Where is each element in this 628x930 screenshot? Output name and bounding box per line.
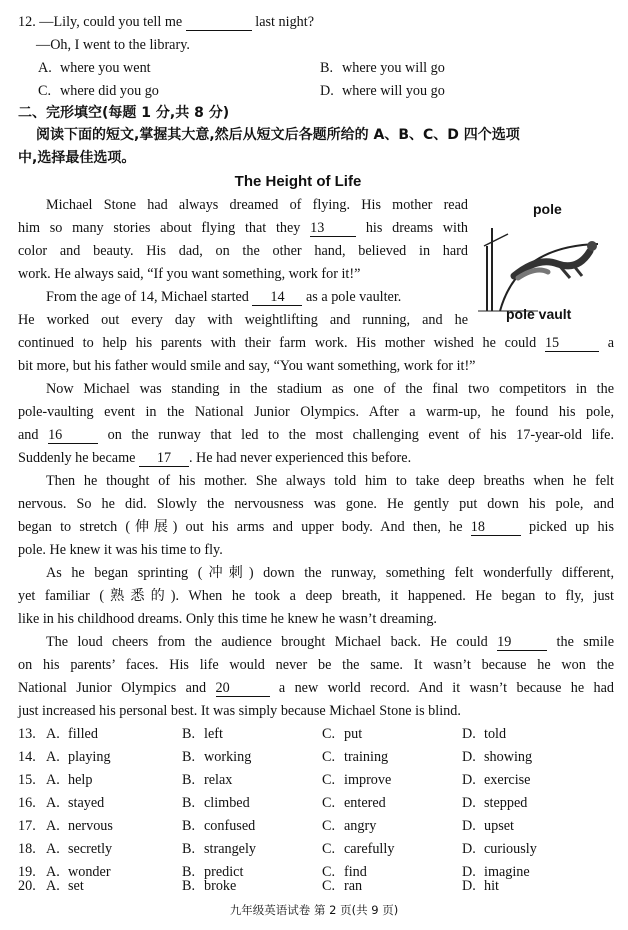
option-b: B. confused	[182, 818, 256, 834]
option-b: B. working	[182, 749, 252, 765]
p4-line3: began to stretch (伸展) out his arms and upper body. And then, he 18 picked up his	[18, 519, 614, 535]
figure-label-pole-vault: pole vault	[506, 306, 572, 322]
option-c: C. ran	[322, 878, 363, 894]
p6-line1: The loud cheers from the audience brought Michael back. He could 19 the smile	[46, 634, 614, 650]
p5-line1: As he began sprinting (冲刺) down the runway, something felt wonderfully different,	[46, 565, 614, 581]
p2-line1: From the age of 14, Michael started 14 as a pole vaulter.	[46, 289, 402, 305]
passage-title: The Height of Life	[234, 173, 362, 190]
blank-17: 17	[139, 451, 189, 467]
option-d: D. showing	[462, 749, 533, 765]
option-row: 13. A. filled	[18, 726, 98, 742]
option-b: B. left	[182, 726, 223, 742]
option-c: C. improve	[322, 772, 392, 788]
p4-line4: pole. He knew it was his time to fly.	[18, 542, 223, 558]
p4-line2: nervous. So he did. Slowly the nervousness was gone. He gently put down his pole, and	[18, 496, 614, 512]
blank-13: 13	[310, 221, 356, 237]
option-d: D. exercise	[462, 772, 531, 788]
option-row: 20. A. set	[18, 878, 84, 894]
option-d: D. curiously	[462, 841, 537, 857]
figure-label-pole: pole	[533, 201, 562, 217]
p2-line4: bit more, but his father would smile and say, “You want something, work for it!”	[18, 358, 476, 374]
page-footer: 九年级英语试卷 第 2 页(共 9 页)	[229, 903, 399, 917]
option-d: D. stepped	[462, 795, 528, 811]
option-row: 19. A. wonder	[18, 864, 111, 880]
section-heading: 二、完形填空(每题 1 分,共 8 分)	[18, 105, 230, 121]
option-c: C. angry	[322, 818, 377, 834]
p2-line2: He worked out every day with weightlifting and running, and he	[18, 312, 468, 328]
option-c: C. put	[322, 726, 363, 742]
blank-19: 19	[497, 635, 547, 651]
p2-line3: continued to help his parents with their farm work. His mother wished he could 15 a	[18, 335, 615, 351]
option-b: B. climbed	[182, 795, 250, 811]
q12-reply: —Oh, I went to the library.	[36, 37, 190, 53]
p1-line2: him so many stories about flying that they 13 his dreams with	[18, 220, 469, 236]
section-instruction-1: 阅读下面的短文,掌握其大意,然后从短文后各题所给的 A、B、C、D 四个选项	[36, 127, 520, 143]
blank-20: 20	[216, 681, 270, 697]
option-c: C. entered	[322, 795, 386, 811]
p3-line1: Now Michael was standing in the stadium as one of the final two competitors in the	[46, 381, 614, 397]
option-d: D. hit	[462, 878, 499, 894]
option-c: C. carefully	[322, 841, 395, 857]
pole-vault-figure	[478, 198, 610, 324]
pole-vaulter-illustration	[478, 216, 610, 316]
p3-line2: pole-vaulting event in the National Junior Olympics. After a warm-up, he found his pole,	[18, 404, 614, 420]
q12-stem: 12. —Lily, could you tell me last night?	[18, 14, 314, 30]
section-instruction-2: 中,选择最佳选项。	[18, 150, 136, 166]
option-d: D. told	[462, 726, 507, 742]
option-b: B. predict	[182, 864, 244, 880]
option-b: B. strangely	[182, 841, 257, 857]
q12-blank	[186, 15, 252, 31]
p3-line3: and 16 on the runway that led to the most challenging event of his 17-year-old life.	[18, 427, 615, 443]
q12-option-d: D. where will you go	[320, 83, 445, 99]
blank-18: 18	[471, 520, 521, 536]
option-c: C. training	[322, 749, 389, 765]
p5-line2: yet familiar (熟悉的). When he took a deep breath, it happened. He began to fly, just	[18, 588, 614, 604]
option-b: B. relax	[182, 772, 233, 788]
p6-line2: on his parents’ faces. His life would never be the same. It wasn’t because he won the	[18, 657, 614, 673]
p1-line4: work. He always said, “If you want something, work for it!”	[18, 266, 361, 282]
option-d: D. upset	[462, 818, 514, 834]
p6-line4: just increased his personal best. It was simply because Michael Stone is blind.	[18, 703, 461, 719]
p1-line1: Michael Stone had always dreamed of flying. His mother read	[46, 197, 468, 213]
q12-option-a: A. where you went	[38, 60, 151, 76]
option-b: B. broke	[182, 878, 237, 894]
q12-option-b: B. where you will go	[320, 60, 445, 76]
option-c: C. find	[322, 864, 367, 880]
option-row: 15. A. help	[18, 772, 93, 788]
option-row: 16. A. stayed	[18, 795, 105, 811]
blank-16: 16	[48, 428, 98, 444]
p1-line3: color and beauty. His dad, on the other hand, believed in hard	[18, 243, 468, 259]
q12-option-c: C. where did you go	[38, 83, 159, 99]
p6-line3: National Junior Olympics and 20 a new world record. And it wasn’t because he had	[18, 680, 615, 696]
option-row: 14. A. playing	[18, 749, 111, 765]
option-row: 18. A. secretly	[18, 841, 113, 857]
option-d: D. imagine	[462, 864, 530, 880]
blank-14: 14	[252, 290, 302, 306]
p5-line3: like in his childhood dreams. Only this time he knew he wasn’t dreaming.	[18, 611, 437, 627]
blank-15: 15	[545, 336, 599, 352]
option-row: 17. A. nervous	[18, 818, 113, 834]
p3-line4: Suddenly he became 17 . He had never experienced this before.	[18, 450, 412, 466]
p4-line1: Then he thought of his mother. She always told him to take deep breaths when he felt	[46, 473, 614, 489]
